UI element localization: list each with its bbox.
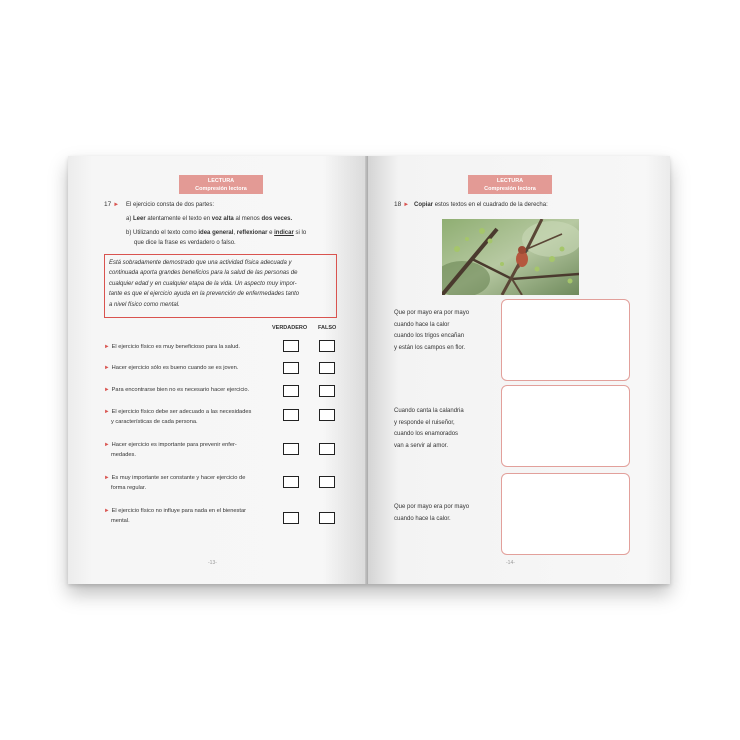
copy-box-3[interactable] bbox=[501, 473, 630, 555]
part-b-idea-general: idea general bbox=[198, 230, 234, 236]
poem-line: y responde el ruiseñor, bbox=[394, 419, 455, 426]
copy-box-2[interactable] bbox=[501, 385, 630, 467]
part-a-dos-veces: dos veces. bbox=[261, 216, 293, 222]
statement-text: medades. bbox=[111, 452, 136, 458]
statement-5 bbox=[104, 440, 237, 460]
exercise-intro: El ejercicio consta de dos partes: bbox=[126, 202, 215, 208]
part-b-comma: , bbox=[233, 230, 236, 236]
statement-2 bbox=[104, 363, 238, 373]
page-number: -14- bbox=[506, 560, 515, 566]
statement-7 bbox=[104, 506, 246, 526]
false-checkbox[interactable] bbox=[319, 512, 335, 524]
statement-3 bbox=[104, 385, 249, 395]
poem-3 bbox=[394, 502, 469, 525]
arrow-icon: ► bbox=[113, 202, 120, 208]
part-a-voz-alta: voz alta bbox=[211, 216, 234, 222]
poem-line: cuando los trigos encañan bbox=[394, 333, 465, 339]
poem-2 bbox=[394, 406, 464, 452]
arrow-icon: ► bbox=[403, 202, 410, 208]
part-a-text-2: al menos bbox=[235, 216, 260, 222]
statement-text: Hacer ejercicio es importante para prevenir enfer- bbox=[111, 442, 237, 448]
part-b bbox=[126, 230, 306, 236]
statement-text: Hacer ejercicio sólo es bueno cuando se es joven. bbox=[111, 365, 239, 371]
poem-line: cuando los enamorados bbox=[394, 431, 459, 437]
bird-photo-illustration bbox=[442, 219, 579, 295]
instruction-verb: Copiar bbox=[414, 202, 434, 208]
bullet-icon: ► bbox=[104, 475, 110, 481]
part-a-text: atentamente el texto en bbox=[147, 216, 211, 222]
part-a bbox=[126, 216, 292, 222]
poem-1 bbox=[394, 308, 469, 354]
statement-text: El ejercicio físico debe ser adecuado a las necesidades bbox=[111, 409, 252, 415]
poem-line: cuando hace la calor bbox=[394, 321, 450, 328]
passage-line: continuada aporta grandes beneficios para la salud de las personas de bbox=[109, 270, 298, 277]
bird-on-branch-photo bbox=[442, 219, 579, 295]
instruction-text: estos textos en el cuadrado de la derecha: bbox=[434, 202, 548, 208]
poem-line: van a servir al amor. bbox=[394, 442, 449, 449]
false-checkbox[interactable] bbox=[319, 409, 335, 421]
true-checkbox[interactable] bbox=[283, 385, 299, 397]
poem-line: Que por mayo era por mayo bbox=[394, 310, 470, 316]
part-b-e: e bbox=[269, 230, 273, 236]
right-page bbox=[368, 156, 670, 584]
statement-text: Es muy importante ser constante y hacer ejercicio de bbox=[111, 475, 246, 481]
section-header bbox=[468, 175, 552, 194]
true-checkbox[interactable] bbox=[283, 476, 299, 488]
open-workbook bbox=[68, 156, 670, 584]
true-checkbox[interactable] bbox=[283, 340, 299, 352]
bullet-icon: ► bbox=[104, 409, 110, 415]
statement-text: Para encontrarse bien no es necesario hacer ejercicio. bbox=[111, 387, 250, 393]
exercise-number-text: 17 bbox=[104, 201, 112, 208]
exercise-instruction bbox=[414, 202, 548, 208]
poem-line: Que por mayo era por mayo bbox=[394, 504, 470, 510]
reading-passage bbox=[104, 254, 337, 318]
passage-line: tante es que el ejercicio ayuda en la prevención de enfermedades tanto bbox=[109, 291, 300, 298]
left-page bbox=[68, 156, 368, 584]
false-checkbox[interactable] bbox=[319, 385, 335, 397]
part-b-line2: que dice la frase es verdadero o falso. bbox=[134, 240, 236, 246]
statement-text: mental. bbox=[111, 518, 130, 524]
section-header bbox=[179, 175, 263, 194]
bullet-icon: ► bbox=[104, 365, 110, 371]
part-a-word-leer: Leer bbox=[133, 216, 146, 222]
part-b-prefix: b) bbox=[126, 230, 132, 236]
exercise-number bbox=[394, 201, 409, 208]
passage-line: a nivel físico como mental. bbox=[109, 301, 180, 308]
copy-box-1[interactable] bbox=[501, 299, 630, 381]
bullet-icon: ► bbox=[104, 344, 110, 350]
false-checkbox[interactable] bbox=[319, 443, 335, 455]
statement-text: El ejercicio físico es muy beneficioso para la salud. bbox=[111, 344, 240, 350]
poem-line: cuando hace la calor. bbox=[394, 515, 451, 522]
true-checkbox[interactable] bbox=[283, 409, 299, 421]
part-b-text: Utilizando el texto como bbox=[133, 230, 197, 236]
part-b-indicar: indicar bbox=[274, 230, 294, 236]
poem-line: y están los campos en flor. bbox=[394, 344, 466, 351]
header-title: LECTURA bbox=[496, 178, 524, 184]
statement-text: El ejercicio físico no influye para nada en el bienestar bbox=[111, 508, 247, 514]
false-checkbox[interactable] bbox=[319, 340, 335, 352]
header-subtitle: Compresión lectora bbox=[484, 186, 536, 192]
poem-line: Cuando canta la calandria bbox=[394, 408, 464, 414]
part-b-reflexionar: reflexionar bbox=[236, 230, 268, 236]
passage-line: Está sobradamente demostrado que una actividad física adecuada y bbox=[109, 260, 292, 266]
statement-6 bbox=[104, 473, 245, 493]
part-a-prefix: a) bbox=[126, 216, 132, 222]
statement-text: y características de cada persona. bbox=[111, 419, 198, 425]
exercise-number-text: 18 bbox=[394, 201, 402, 208]
bullet-icon: ► bbox=[104, 508, 110, 514]
statement-text: forma regular. bbox=[111, 485, 147, 491]
statement-4 bbox=[104, 407, 251, 427]
header-subtitle: Compresión lectora bbox=[195, 186, 247, 192]
page-number: -13- bbox=[208, 560, 217, 566]
part-b-text-2: si lo bbox=[295, 230, 307, 236]
header-title: LECTURA bbox=[207, 178, 235, 184]
bullet-icon: ► bbox=[104, 442, 110, 448]
false-checkbox[interactable] bbox=[319, 476, 335, 488]
statement-1 bbox=[104, 342, 240, 352]
exercise-number bbox=[104, 201, 119, 208]
column-false-header: FALSO bbox=[318, 325, 337, 331]
passage-line: cualquier edad y en cualquier etapa de la vida. Un aspecto muy impor- bbox=[109, 280, 297, 287]
true-checkbox[interactable] bbox=[283, 362, 299, 374]
true-checkbox[interactable] bbox=[283, 512, 299, 524]
false-checkbox[interactable] bbox=[319, 362, 335, 374]
column-true-header: VERDADERO bbox=[272, 325, 308, 331]
bullet-icon: ► bbox=[104, 387, 110, 393]
true-checkbox[interactable] bbox=[283, 443, 299, 455]
